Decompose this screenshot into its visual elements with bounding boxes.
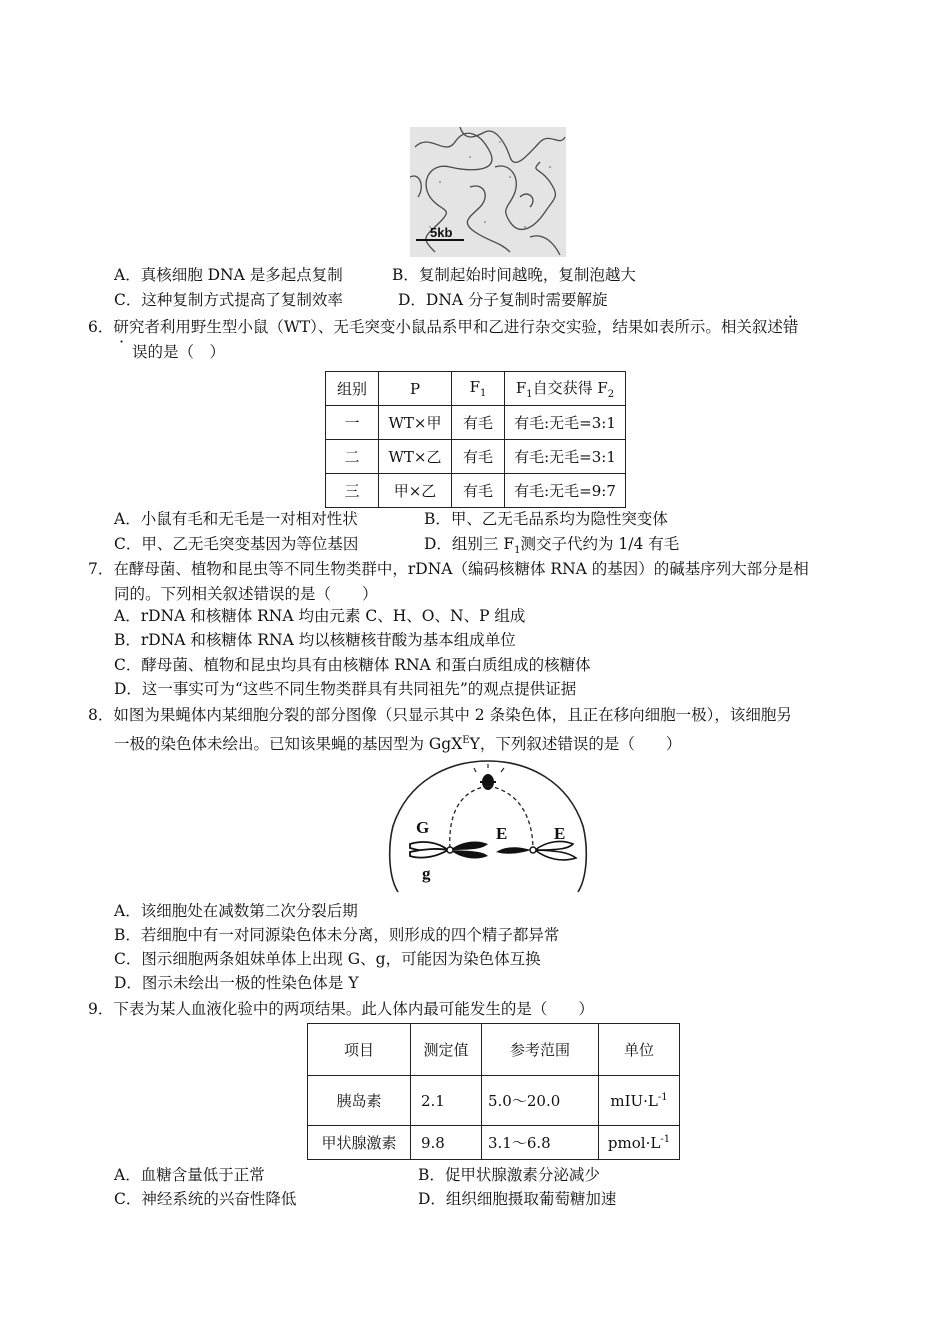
q9-option-a: A．血糖含量低于正常 bbox=[114, 1166, 265, 1184]
gene-label-E1: E bbox=[496, 824, 508, 843]
q7-stem: 7．在酵母菌、植物和昆虫等不同生物类群中，rDNA（编码核糖体 RNA 的基因）的碱基序列大部分是相 同的。下列相关叙述错误的是（ ） bbox=[88, 560, 809, 603]
q8-option-d: D．图示未绘出一极的性染色体是 Y bbox=[114, 974, 359, 992]
q9-header-item: 项目 bbox=[308, 1024, 411, 1076]
gene-label-g: g bbox=[422, 864, 431, 883]
q6-option-d: D．组别三 $F_1$测交子代约为 1/4 有毛 bbox=[424, 535, 680, 557]
q6-option-b: B．甲、乙无毛品系均为隐性突变体 bbox=[424, 510, 668, 528]
table-row: 甲状腺激素 9.8 3.1～6.8 $pmol\cdot L^{-1}$ bbox=[308, 1126, 680, 1160]
table-row: 二 WT×乙 有毛 有毛:无毛=3:1 bbox=[326, 440, 626, 474]
gene-label-G: G bbox=[416, 818, 430, 837]
q5-option-b: B．复制起始时间越晚，复制泡越大 bbox=[392, 266, 636, 284]
q9-header-unit: 单位 bbox=[599, 1024, 680, 1076]
q9-header-value: 测定值 bbox=[411, 1024, 482, 1076]
q6-option-c: C．甲、乙无毛突变基因为等位基因 bbox=[114, 535, 359, 553]
q9-option-b: B．促甲状腺激素分泌减少 bbox=[418, 1166, 600, 1184]
q9-header-range: 参考范围 bbox=[482, 1024, 599, 1076]
chromosome-left bbox=[410, 842, 488, 859]
cell-division-diagram bbox=[388, 756, 588, 894]
q7-option-b: B．rDNA 和核糖体 RNA 均以核糖核苷酸为基本组成单位 bbox=[114, 631, 516, 649]
scale-bar-label: 5kb bbox=[430, 225, 453, 240]
table-row: 三 甲×乙 有毛 有毛:无毛=9:7 bbox=[326, 474, 626, 508]
q9-stem: 9．下表为某人血液化验中的两项结果。此人体内最可能发生的是（ ） bbox=[88, 1000, 594, 1018]
q6-header-group: 组别 bbox=[326, 372, 379, 406]
q9-blood-test-table bbox=[307, 1023, 680, 1160]
q5-option-d: D．DNA 分子复制时需要解旋 bbox=[398, 291, 608, 309]
q6-cross-table bbox=[325, 371, 626, 508]
dna-replication-micrograph bbox=[410, 127, 566, 257]
q7-option-d: D．这一事实可为“这些不同生物类群具有共同祖先”的观点提供证据 bbox=[114, 680, 577, 698]
table-row: 胰岛素 2.1 5.0～20.0 $mIU\cdot L^{-1}$ bbox=[308, 1076, 680, 1126]
gene-label-E2: E bbox=[554, 824, 566, 843]
chromosome-right bbox=[496, 842, 576, 860]
q9-option-c: C．神经系统的兴奋性降低 bbox=[114, 1190, 297, 1208]
q7-option-a: A．rDNA 和核糖体 RNA 均由元素 C、H、O、N、P 组成 bbox=[114, 607, 526, 625]
q8-stem: 8．如图为果蝇体内某细胞分裂的部分图像（只显示其中 2 条染色体，且正在移向细胞一极），该细胞另 一极的染色体未绘出。已知该果蝇的基因型为 GgX$^E$Y，下列叙述错误的是（ ） bbox=[88, 706, 792, 754]
q6-header-p: P bbox=[379, 372, 452, 406]
q8-option-b: B．若细胞中有一对同源染色体未分离，则形成的四个精子都异常 bbox=[114, 926, 560, 944]
q8-option-c: C．图示细胞两条姐妹单体上出现 G、g，可能因为染色体互换 bbox=[114, 950, 541, 968]
q7-option-c: C．酵母菌、植物和昆虫均具有由核糖体 RNA 和蛋白质组成的核糖体 bbox=[114, 656, 591, 674]
q6-header-f1: $F_1$ bbox=[452, 372, 505, 406]
q9-option-d: D．组织细胞摄取葡萄糖加速 bbox=[418, 1190, 617, 1208]
q5-option-c: C．这种复制方式提高了复制效率 bbox=[114, 291, 343, 309]
q8-option-a: A．该细胞处在减数第二次分裂后期 bbox=[114, 902, 358, 920]
q6-number: 6． bbox=[88, 318, 114, 336]
table-row: 一 WT×甲 有毛 有毛:无毛=3:1 bbox=[326, 406, 626, 440]
q6-option-a: A．小鼠有毛和无毛是一对相对性状 bbox=[114, 510, 358, 528]
q6-header-f2: $F_1$自交获得 $F_2$ bbox=[505, 372, 626, 406]
q6-stem: 6．研究者利用野生型小鼠（WT）、无毛突变小鼠品系甲和乙进行杂交实验，结果如表所示。相关叙述错 · 误的是（ ） bbox=[92, 315, 862, 365]
q5-option-a: A．真核细胞 DNA 是多起点复制 bbox=[114, 266, 343, 284]
